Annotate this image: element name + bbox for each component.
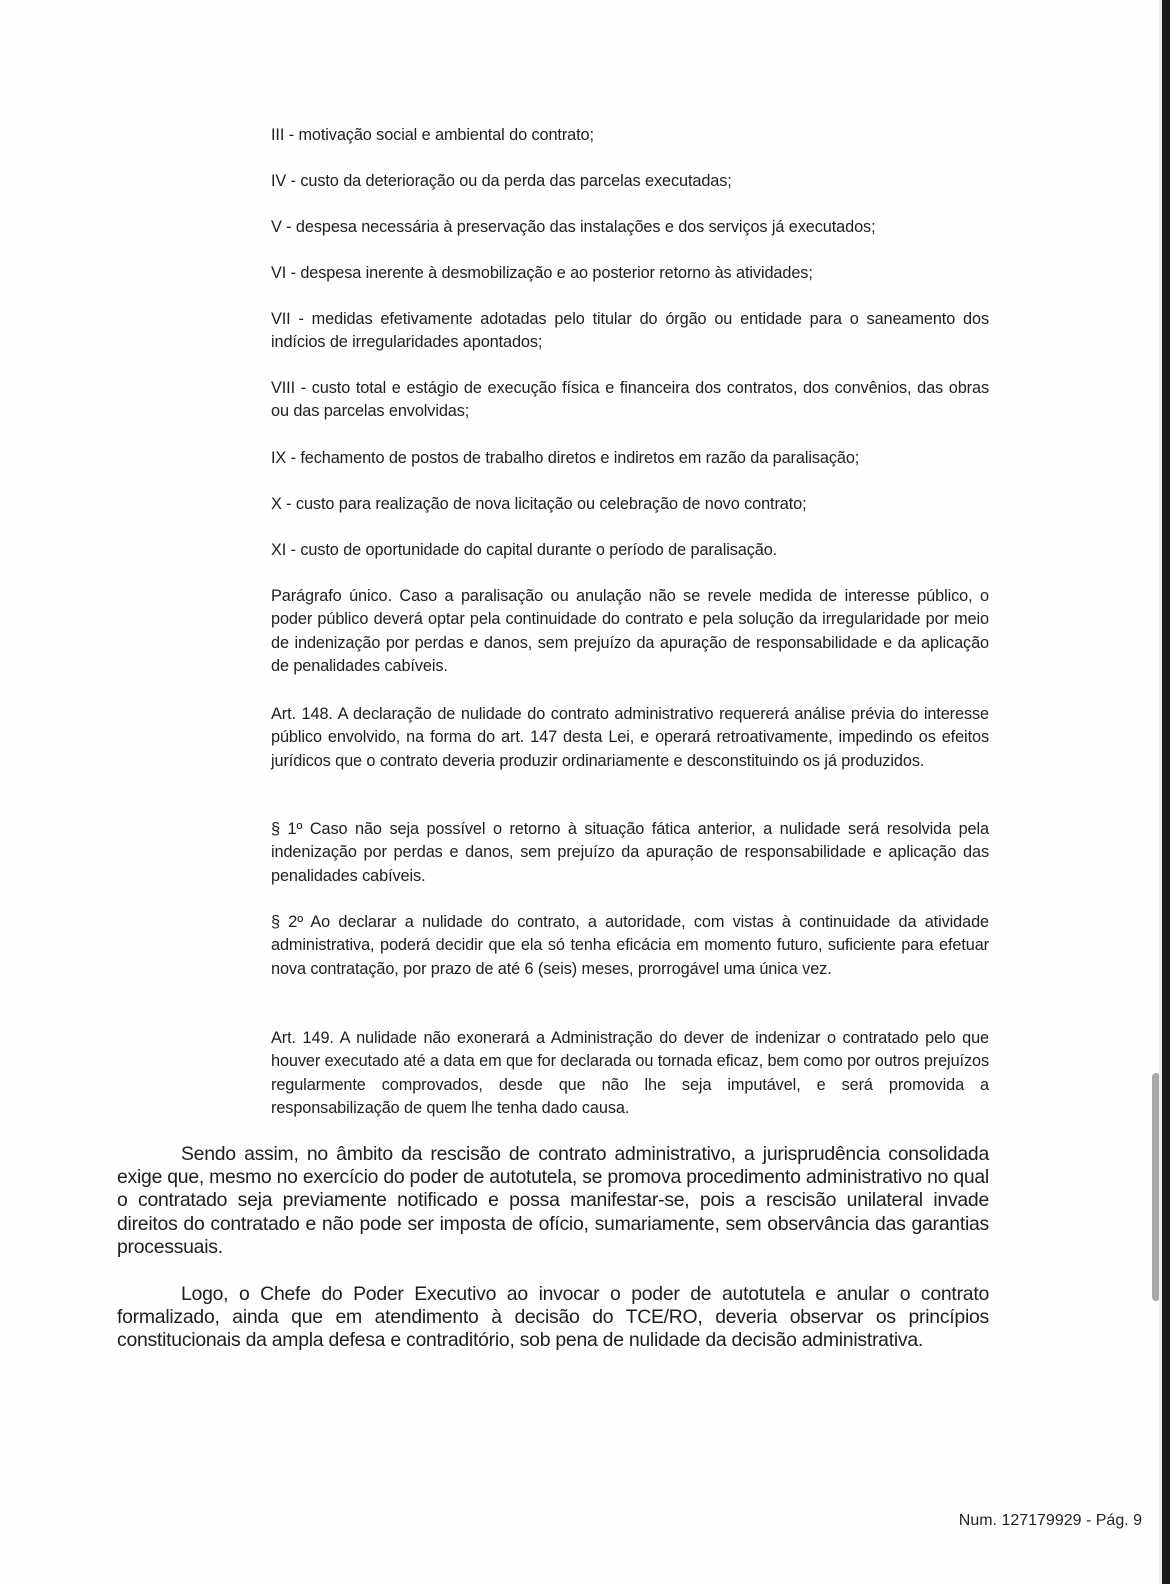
quote-item-text: VIII - custo total e estágio de execução física e financeira dos contratos, dos convênios, das obras ou das parcelas envolvidas;: [271, 379, 989, 421]
art-148-text: Art. 148. A declaração de nulidade do contrato administrativo requererá análise prévia do interesse público envolvido, na forma do art. 147 desta Lei, e operará retroativamente, impedindo os efeitos jurídicos que o contrato deveria produzir ordinariamente e desconstituindo os já produzidos.: [271, 705, 989, 770]
body-paragraph-2: [117, 1283, 989, 1353]
quote-item-x: [271, 493, 989, 516]
art-148-paragraph-2-text: § 2º Ao declarar a nulidade do contrato, a autoridade, com vistas à continuidade da atividade administrativa, poderá decidir que ela só tenha eficácia em momento futuro, suficiente para efetuar nova contratação, por prazo de até 6 (seis) meses, prorrogável uma única vez.: [271, 913, 989, 978]
quote-item-vii: [271, 308, 989, 355]
art-148-paragraph-1: [271, 818, 989, 888]
quote-item-viii: [271, 377, 989, 424]
quote-item-iv: [271, 170, 989, 193]
body-paragraph-2-text: Logo, o Chefe do Poder Executivo ao invocar o poder de autotutela e anular o contrato formalizado, ainda que em atendimento à decisão do TCE/RO, deveria observar os princípios constitucionais da ampla defesa e contraditório, sob pena de nulidade da decisão administrativa.: [117, 1283, 989, 1352]
art-149-text: Art. 149. A nulidade não exonerará a Administração do dever de indenizar o contratado pelo que houver executado até a data em que for declarada ou tornada eficaz, bem como por outros prejuízos regularmente comprovados, desde que não lhe seja imputável, e será promovida a responsabilização de quem lhe tenha dado causa.: [271, 1029, 989, 1117]
quote-item-ix: [271, 447, 989, 470]
quote-item-iii: [271, 124, 989, 147]
quote-item-text: III - motivação social e ambiental do contrato;: [271, 126, 594, 144]
quote-item-text: V - despesa necessária à preservação das instalações e dos serviços já executados;: [271, 218, 876, 236]
paragrafo-unico: [271, 585, 989, 678]
page-footer: Num. 127179929 - Pág. 9: [958, 1512, 1142, 1529]
art-149: [271, 1027, 989, 1120]
quote-item-vi: [271, 262, 989, 285]
body-paragraph-1-text: Sendo assim, no âmbito da rescisão de contrato administrativo, a jurisprudência consolidada exige que, mesmo no exercício do poder de autotutela, se promova procedimento administrativo no qual o contratado seja previamente notificado e possa manifestar-se, pois a rescisão unilateral invade direitos do contratado e não pode ser imposta de ofício, sumariamente, sem observância das garantias processuais.: [117, 1143, 989, 1258]
quote-item-text: IV - custo da deterioração ou da perda das parcelas executadas;: [271, 172, 732, 190]
quote-item-xi: [271, 539, 989, 562]
art-148: [271, 703, 989, 773]
quote-item-text: X - custo para realização de nova licitação ou celebração de novo contrato;: [271, 495, 807, 513]
quote-item-v: [271, 216, 989, 239]
quote-item-text: XI - custo de oportunidade do capital durante o período de paralisação.: [271, 541, 778, 559]
vertical-scrollbar-thumb[interactable]: [1152, 1073, 1159, 1301]
body-paragraph-1: [117, 1143, 989, 1259]
art-148-paragraph-1-text: § 1º Caso não seja possível o retorno à situação fática anterior, a nulidade será resolvida pela indenização por perdas e danos, sem prejuízo da apuração de responsabilidade e aplicação das penalidades cabíveis.: [271, 820, 989, 885]
quote-item-text: IX - fechamento de postos de trabalho diretos e indiretos em razão da paralisação;: [271, 449, 860, 467]
quote-item-text: VI - despesa inerente à desmobilização e ao posterior retorno às atividades;: [271, 264, 813, 282]
paragrafo-unico-text: Parágrafo único. Caso a paralisação ou anulação não se revele medida de interesse público, o poder público deverá optar pela continuidade do contrato e pela solução da irregularidade por meio de indenização por perdas e danos, sem prejuízo da apuração de responsabilidade e da aplicação de penalidades cabíveis.: [271, 587, 989, 675]
quote-item-text: VII - medidas efetivamente adotadas pelo titular do órgão ou entidade para o saneamento dos indícios de irregularidades apontados;: [271, 310, 989, 352]
art-148-paragraph-2: [271, 911, 989, 981]
window-edge: [1162, 0, 1170, 1584]
